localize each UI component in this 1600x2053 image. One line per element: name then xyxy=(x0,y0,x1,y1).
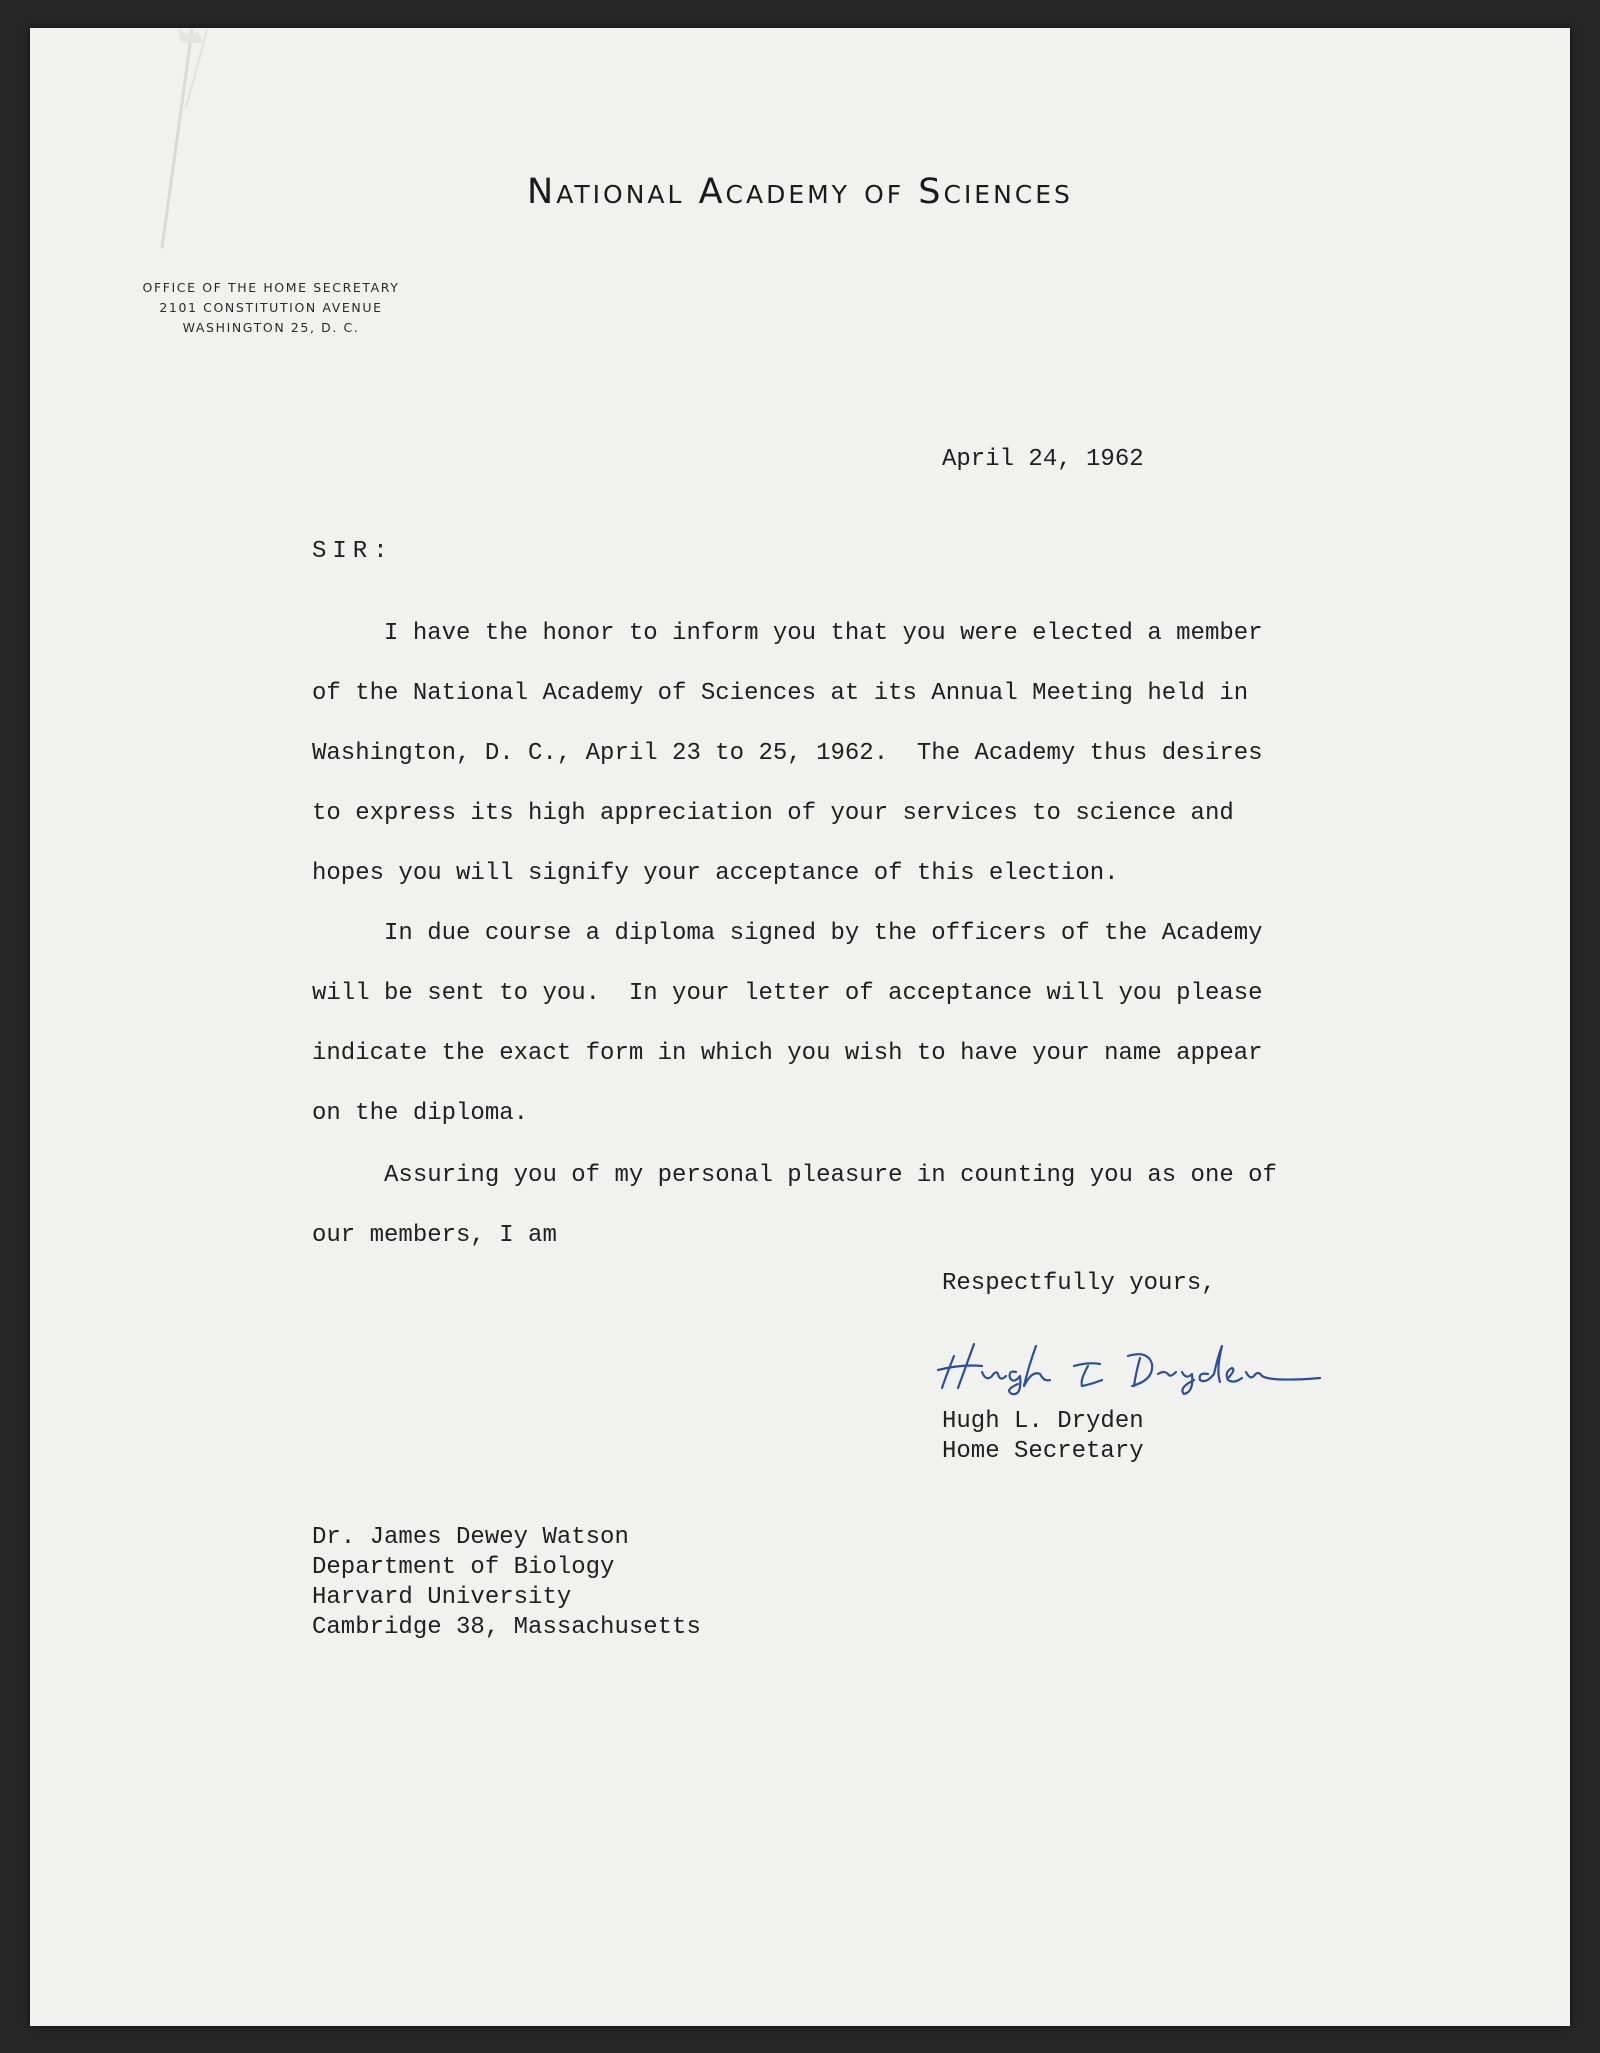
office-street: 2101 CONSTITUTION AVENUE xyxy=(159,300,383,315)
body-line: will be sent to you. In your letter of acceptance will you please xyxy=(312,980,1263,1007)
body-line: on the diploma. xyxy=(312,1100,529,1127)
signer-name: Hugh L. Dryden xyxy=(942,1408,1144,1435)
letterhead-address xyxy=(126,278,416,338)
recipient-institution: Harvard University xyxy=(312,1584,572,1611)
office-name: OFFICE OF THE HOME SECRETARY xyxy=(142,280,400,295)
body-line: indicate the exact form in which you wish to have your name appear xyxy=(312,1040,1263,1067)
letterhead-title: National Academy of Sciences xyxy=(527,172,1073,212)
body-line: In due course a diploma signed by the officers of the Academy xyxy=(312,920,1263,947)
body-line: of the National Academy of Sciences at its Annual Meeting held in xyxy=(312,680,1249,707)
body-line: Assuring you of my personal pleasure in counting you as one of xyxy=(312,1162,1277,1189)
body-line: I have the honor to inform you that you were elected a member xyxy=(312,620,1263,647)
body-line: Washington, D. C., April 23 to 25, 1962. The Academy thus desires xyxy=(312,740,1263,767)
office-city: WASHINGTON 25, D. C. xyxy=(182,320,360,335)
salutation: SIR: xyxy=(312,538,394,565)
recipient-name: Dr. James Dewey Watson xyxy=(312,1524,629,1551)
body-line: our members, I am xyxy=(312,1222,557,1249)
recipient-department: Department of Biology xyxy=(312,1554,615,1581)
signer-title: Home Secretary xyxy=(942,1438,1144,1465)
letter-date: April 24, 1962 xyxy=(942,446,1144,473)
paper-fold-mark xyxy=(152,28,212,258)
recipient-city: Cambridge 38, Massachusetts xyxy=(312,1614,701,1641)
closing: Respectfully yours, xyxy=(942,1270,1216,1297)
body-line: to express its high appreciation of your services to science and xyxy=(312,800,1234,827)
body-line: hopes you will signify your acceptance of this election. xyxy=(312,860,1119,887)
letter-sheet xyxy=(30,28,1570,2026)
handwritten-signature xyxy=(932,1336,1332,1396)
